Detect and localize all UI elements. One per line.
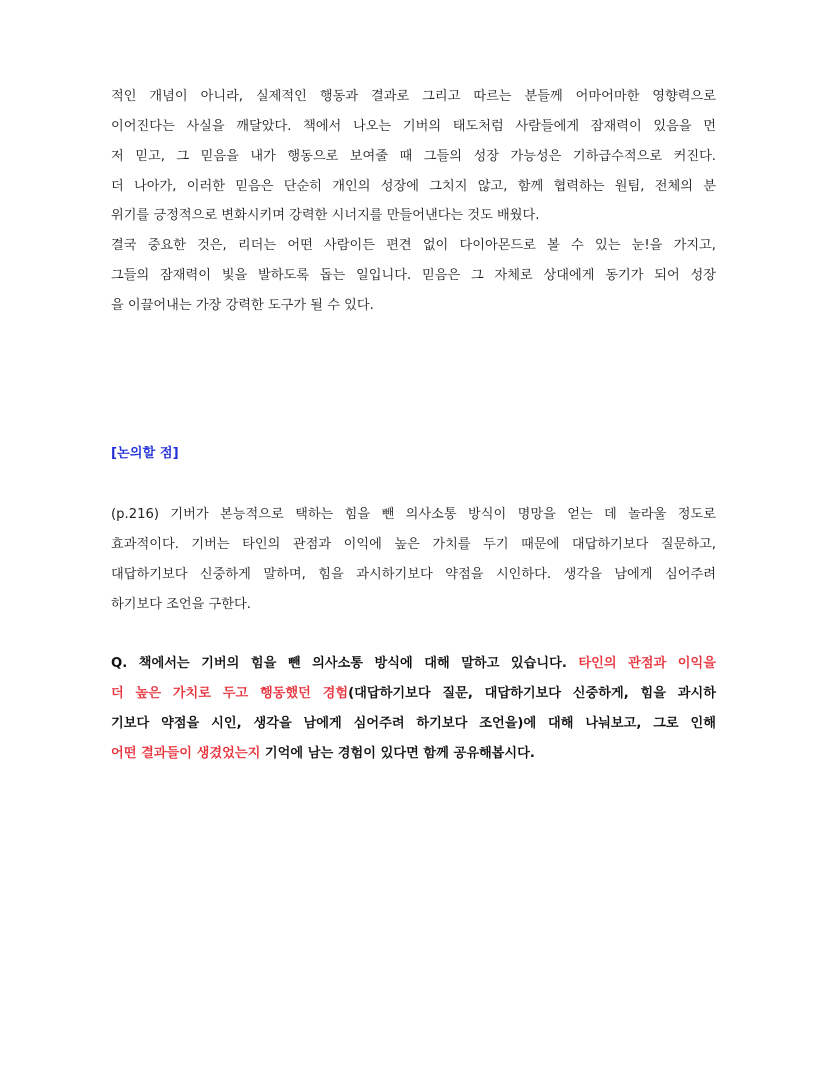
question-text: (대답하기보다 질문, 대답하기보다 신중하게, 힘을 과시하	[348, 686, 716, 701]
paragraph-line: 결국 중요한 것은, 리더는 어떤 사람이든 편견 없이 다이아몬드로 볼 수 있는 눈!을 가지고,	[111, 238, 716, 253]
question-line	[111, 684, 716, 704]
question-line	[111, 654, 716, 674]
paragraph-line: 이어진다는 사실을 깨달았다. 책에서 나오는 기버의 태도처럼 사람들에게 잠재력이 있음을 먼	[111, 119, 716, 134]
quote-line: 하기보다 조언을 구한다.	[111, 597, 251, 612]
paragraph-line: 을 이끌어내는 가장 강력한 도구가 될 수 있다.	[111, 298, 374, 313]
question-highlight: 타인의 관점과 이익을	[578, 656, 716, 671]
quote-line: 대답하기보다 신중하게 말하며, 힘을 과시하기보다 약점을 시인하다. 생각을 남에게 심어주려	[111, 567, 716, 582]
quote-line: (p.216) 기버가 본능적으로 택하는 힘을 뺀 의사소통 방식이 명망을 얻는 데 놀라울 정도로	[111, 507, 716, 522]
question-text: Q. 책에서는 기버의 힘을 뺀 의사소통 방식에 대해 말하고 있습니다.	[111, 656, 579, 671]
quote-line: 효과적이다. 기버는 타인의 관점과 이익에 높은 가치를 두기 때문에 대답하기보다 질문하고,	[111, 537, 716, 552]
paragraph-line: 그들의 잠재력이 빛을 발하도록 돕는 일입니다. 믿음은 그 자체로 상대에게 동기가 되어 성장	[111, 268, 716, 283]
paragraph-line: 저 믿고, 그 믿음을 내가 행동으로 보여줄 때 그들의 성장 가능성은 기하급수적으로 커진다.	[111, 149, 716, 164]
question-highlight: 더 높은 가치로 두고 행동했던 경험	[111, 686, 349, 701]
question-line	[111, 744, 716, 764]
question-line: 기보다 약점을 시인, 생각을 남에게 심어주려 하기보다 조언을)에 대해 나눠보고, 그로 인해	[111, 716, 716, 731]
question-text: 기억에 남는 경험이 있다면 함께 공유해봅시다.	[260, 746, 535, 761]
paragraph-line: 더 나아가, 이러한 믿음은 단순히 개인의 성장에 그치지 않고, 함께 협력하는 원팀, 전체의 분	[111, 179, 716, 194]
paragraph-line: 적인 개념이 아니라, 실제적인 행동과 결과로 그리고 따르는 분들께 어마어마한 영향력으로	[111, 89, 716, 104]
question-highlight: 어떤 결과들이 생겼었는지	[111, 746, 261, 761]
discussion-heading: [논의할 점]	[111, 446, 179, 461]
paragraph-line: 위기를 긍정적으로 변화시키며 강력한 시너지를 만들어낸다는 것도 배웠다.	[111, 208, 540, 223]
